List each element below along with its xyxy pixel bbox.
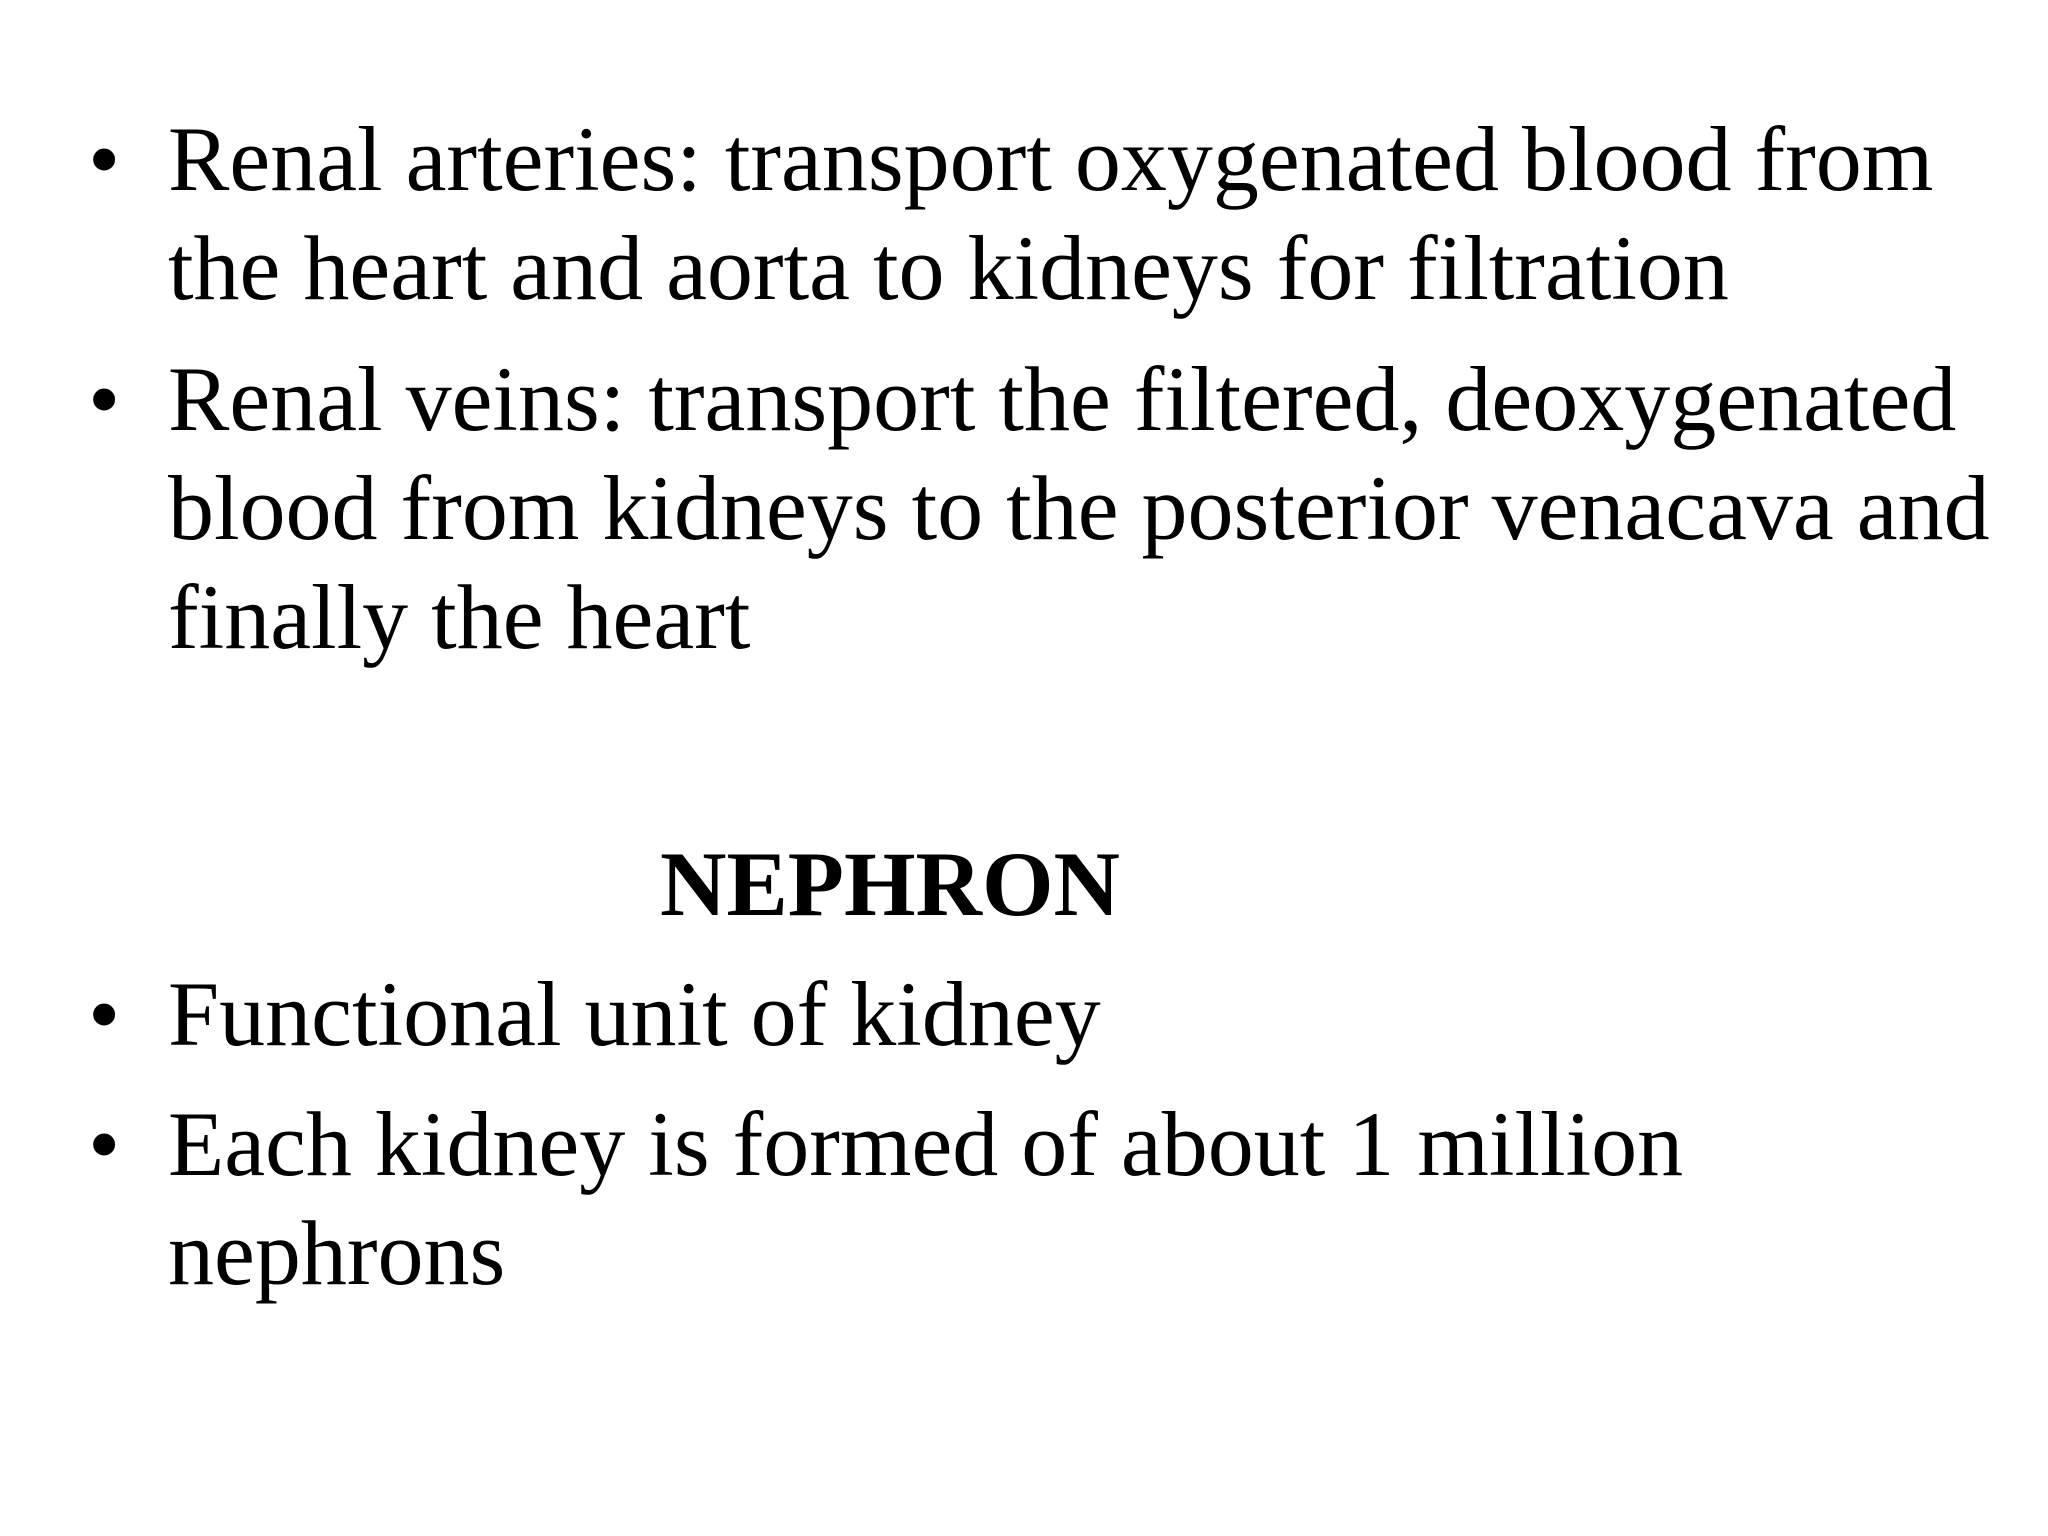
bullet-icon: •: [88, 348, 121, 450]
bullet-icon: •: [88, 963, 121, 1065]
bullet-icon: •: [88, 1093, 121, 1195]
bullet-text: Each kidney is formed of about 1 million nephrons: [168, 1093, 1684, 1304]
bullet-icon: •: [88, 108, 121, 210]
bullet-text: Renal arteries: transport oxygenated blood from the heart and aorta to kidneys for filtration: [168, 108, 1934, 319]
bullet-text: Functional unit of kidney: [168, 963, 1101, 1065]
section-heading: NEPHRON: [660, 833, 1120, 935]
bullet-text: Renal veins: transport the filtered, deoxygenated blood from kidneys to the posterior venacava and finally the heart: [168, 348, 1990, 668]
